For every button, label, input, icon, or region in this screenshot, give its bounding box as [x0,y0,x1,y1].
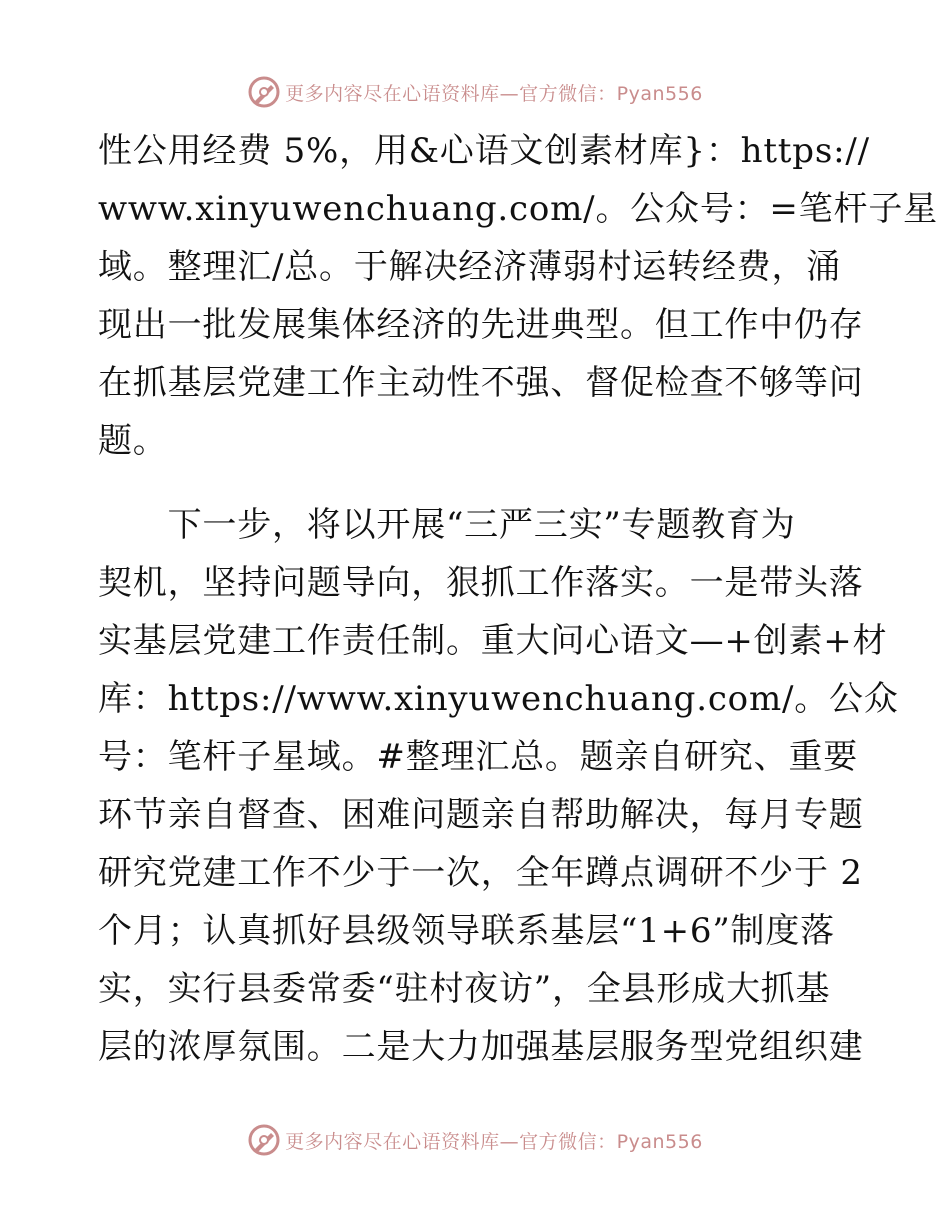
text-line: 域。整理汇/总。于解决经济薄弱村运转经费，涌 [98,247,842,287]
pen-logo-icon [247,1123,281,1157]
text-line: 实，实行县委常委“驻村夜访”，全县形成大抓基 [98,969,831,1009]
text-line: 实基层党建工作责任制。重大问心语文—+创素+材 [98,621,888,661]
footer-watermark [0,1120,950,1160]
pen-logo-icon [247,75,281,109]
document-body [98,122,938,1076]
text-line: 下一步，将以开展“三严三实”专题教育为 [98,505,796,545]
header-watermark [0,72,950,112]
text-line: 层的浓厚氛围。二是大力加强基层服务型党组织建 [98,1027,864,1067]
footer-watermark-text: 更多内容尽在心语资料库—官方微信：Pyan556 [285,1130,703,1153]
text-line: 研究党建工作不少于一次，全年蹲点调研不少于 2 [98,853,863,893]
text-line: 题。 [98,421,168,461]
text-line: 在抓基层党建工作主动性不强、督促检查不够等问 [98,363,864,403]
text-line: 性公用经费 5%，用&心语文创素材库}：https:// [98,131,870,171]
header-watermark-text: 更多内容尽在心语资料库—官方微信：Pyan556 [285,82,703,105]
text-line: 契机，坚持问题导向，狠抓工作落实。一是带头落 [98,563,864,603]
text-line: 环节亲自督查、困难问题亲自帮助解决，每月专题 [98,795,864,835]
text-line: www.xinyuwenchuang.com/。公众号：=笔杆子星 [98,189,938,229]
text-line: 现出一批发展集体经济的先进典型。但工作中仍存 [98,305,864,345]
text-line: 库：https://www.xinyuwenchuang.com/。公众 [98,679,899,719]
text-line: 号：笔杆子星域。#整理汇总。题亲自研究、重要 [98,737,859,777]
text-line: 个月；认真抓好县级领导联系基层“1+6”制度落 [98,911,835,951]
